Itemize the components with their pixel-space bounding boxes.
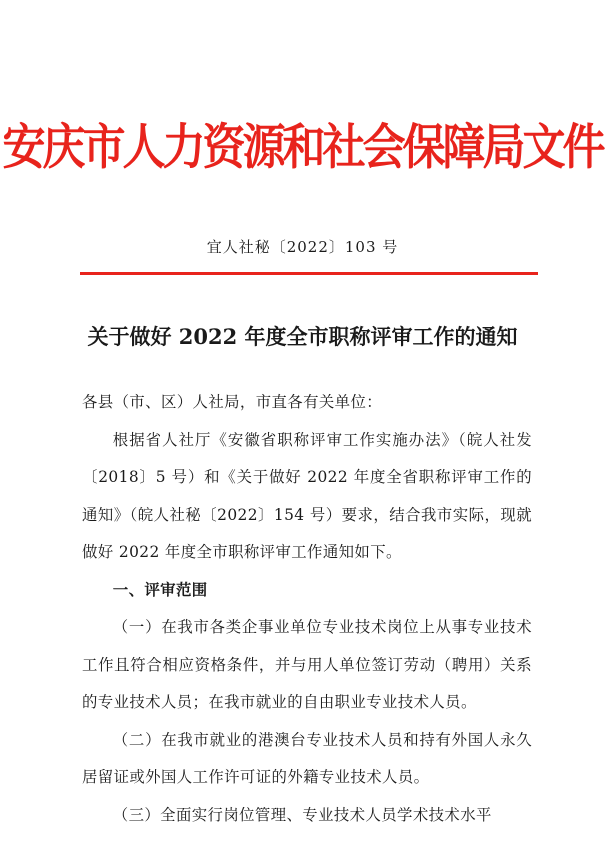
red-divider-line [80,272,538,275]
notice-title: 关于做好 2022 年度全市职称评审工作的通知 [87,324,518,349]
intro-paragraph: 根据省人社厅《安徽省职称评审工作实施办法》（皖人社发〔2018〕5 号）和《关于做好 2022 年度全省职称评审工作的通知》（皖人社秘〔2022〕154 号）要求，结合我市实际，现就做好 2022 年度全市职称评审工作通知如下。 [82,430,532,561]
scope-item-3: （三）全面实行岗位管理、专业技术人员学术技术水平 [112,805,492,824]
document-body [82,384,532,834]
salutation: 各县（市、区）人社局，市直各有关单位： [82,393,383,411]
masthead-title: 安庆市人力资源和社会保障局文件 [2,120,603,176]
document-number: 宜人社秘〔2022〕103 号 [206,238,399,256]
scope-item-2: （二）在我市就业的港澳台专业技术人员和持有外国人永久居留证或外国人工作许可证的外籍专业技术人员。 [82,730,532,786]
section-heading-scope: 一、评审范围 [112,580,208,599]
scope-item-1: （一）在我市各类企事业单位专业技术岗位上从事专业技术工作且符合相应资格条件，并与用人单位签订劳动（聘用）关系的专业技术人员；在我市就业的自由职业专业技术人员。 [82,618,532,711]
